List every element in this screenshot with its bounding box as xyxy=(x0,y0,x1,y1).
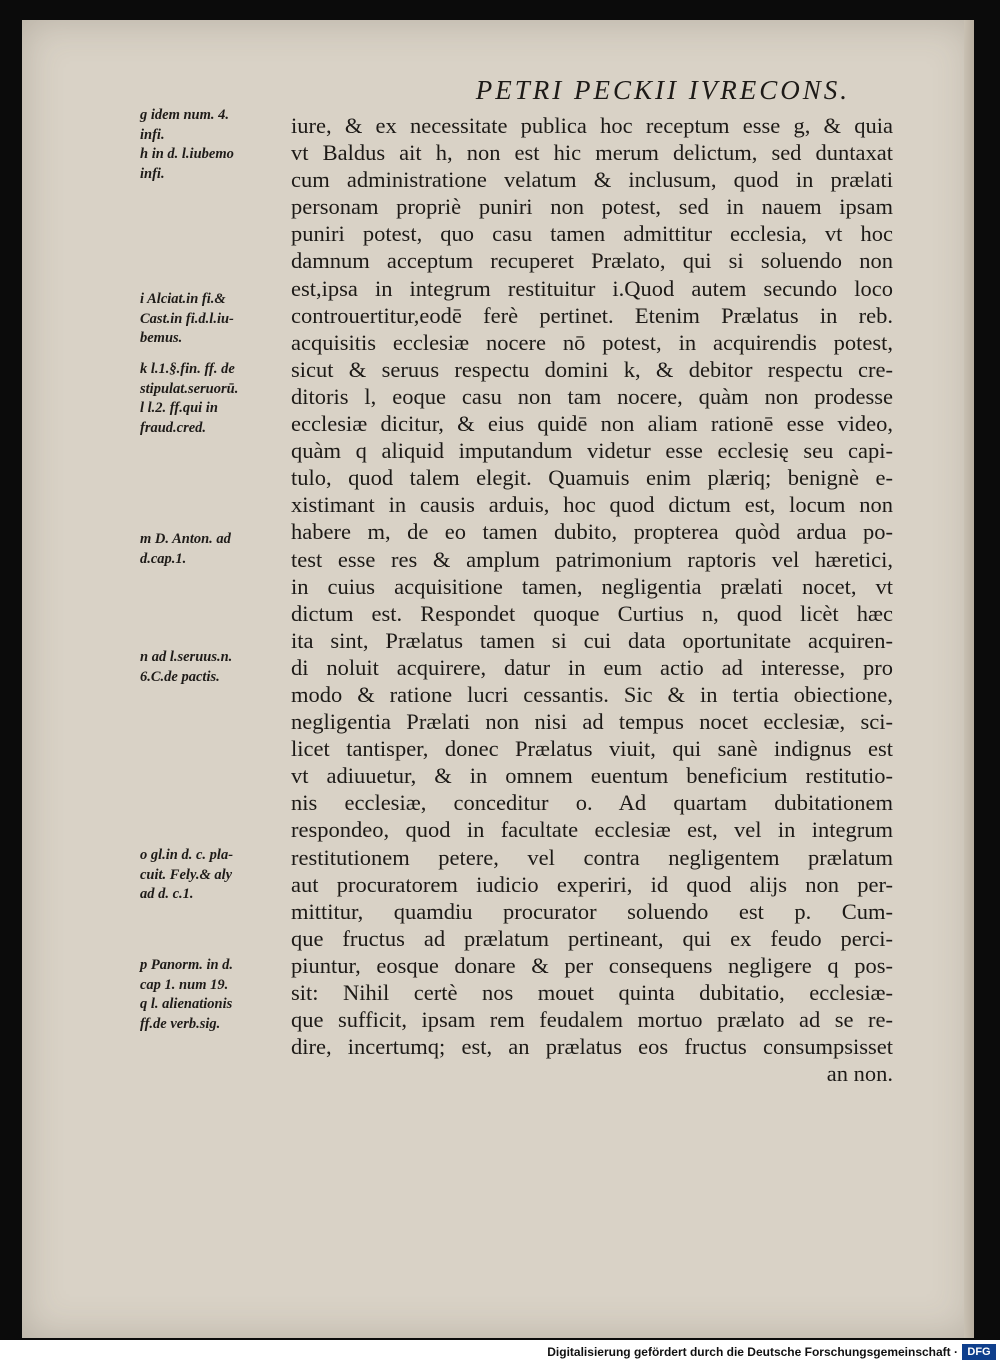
text-line: test esse res & amplum patrimonium raptoris vel hæretici, xyxy=(291,546,893,572)
text-line: respondeo, quod in facultate ecclesiæ est, vel in integrum xyxy=(291,817,893,843)
margin-note: p Panorm. in d. cap 1. num 19. q l. alienationis ff.de verb.sig. xyxy=(140,957,234,1032)
text-line: vt Baldus ait h, non est hic merum delictum, sed duntaxat xyxy=(291,140,893,166)
text-line: ita sint, Prælatus tamen si cui data oportunitate acquiren- xyxy=(291,627,893,653)
text-line: personam propriè puniri non potest, sed in nauem ipsam xyxy=(291,194,893,220)
margin-note: m D. Anton. ad d.cap.1. xyxy=(140,531,231,567)
margin-note: o gl.in d. c. pla- cuit. Fely.& aly ad d. c.1. xyxy=(140,847,234,902)
text-line: puniri potest, quo casu tamen admittitur ecclesia, vt hoc xyxy=(291,221,893,247)
margin-note: g idem num. 4. infi. h in d. l.iubemo infi. xyxy=(140,107,234,182)
page-edge xyxy=(964,20,974,1338)
text-line: piuntur, eosque donare & per consequens negligere q pos- xyxy=(291,952,893,978)
text-line-final: an non. xyxy=(826,1061,893,1087)
text-line: ditoris l, eoque casu non tam nocere, quàm non prodesse xyxy=(291,383,893,409)
text-line: modo & ratione lucri cessantis. Sic & in tertia obiectione, xyxy=(291,681,893,707)
text-line: cum administratione velatum & inclusum, quod in prælati xyxy=(291,167,893,193)
text-line: mittitur, quamdiu procurator soluendo est p. Cum- xyxy=(291,898,893,924)
text-line: restitutionem petere, vel contra negligentem prælatum xyxy=(291,844,893,870)
text-line: xistimant in causis arduis, hoc quod dictum est, locum non xyxy=(291,492,893,518)
text-line: di noluit acquirere, datur in eum actio ad interesse, pro xyxy=(291,654,893,680)
text-line: habere m, de eo tamen dubito, propterea quòd ardua po- xyxy=(291,519,893,545)
digitization-footer xyxy=(0,1340,1000,1365)
margin-note: n ad l.seruus.n. 6.C.de pactis. xyxy=(140,649,233,685)
text-line: negligentia Prælati non nisi ad tempus nocet ecclesiæ, sci- xyxy=(291,709,893,735)
text-line: iure, & ex necessitate publica hoc receptum esse g, & quia xyxy=(291,113,893,138)
text-line: tulo, quod talem elegit. Quamuis enim plæriq; benignè e- xyxy=(291,465,893,491)
running-head: PETRI PECKII IVRECONS. xyxy=(475,75,850,105)
dfg-logo: DFG xyxy=(962,1344,996,1360)
text-line: quàm q aliquid imputandum videtur esse ecclesię seu capi- xyxy=(291,438,893,464)
margin-note: i Alciat.in fi.& Cast.in fi.d.l.iu- bemus. xyxy=(140,291,234,346)
text-line: damnum acceptum recuperet Prælato, qui si soluendo non xyxy=(291,248,893,274)
margin-note: k l.1.§.fin. ff. de stipulat.seruorū. l l.2. ff.qui in fraud.cred. xyxy=(140,361,239,436)
text-line: ecclesiæ dicitur, & eius quidē non aliam rationē esse video, xyxy=(291,411,893,437)
text-line: sit: Nihil certè nos mouet quinta dubitatio, ecclesiæ- xyxy=(291,980,893,1005)
funding-notice: Digitalisierung gefördert durch die Deutsche Forschungsgemeinschaft · xyxy=(547,1345,958,1359)
text-line: dictum est. Respondet quoque Curtius n, quod licèt hæc xyxy=(291,600,893,626)
text-line: sicut & seruus respectu domini k, & debitor respectu cre- xyxy=(291,356,893,382)
text-line: acquisitis ecclesiæ nocere nō potest, in acquirendis potest, xyxy=(291,329,893,355)
text-line: licet tantisper, donec Prælatus viuit, qui sanè indignus est xyxy=(291,736,893,762)
body-text xyxy=(291,112,893,1087)
text-line: controuertitur,eodē ferè pertinet. Etenim Prælatus in reb. xyxy=(291,302,893,328)
text-line: que fructus ad prælatum pertineant, qui ex feudo perci- xyxy=(291,925,893,951)
text-line: est,ipsa in integrum restituitur i.Quod autem secundo loco xyxy=(291,275,893,301)
text-line: aut procuratorem iudicio experiri, id quod alijs non per- xyxy=(291,871,893,897)
text-line: in cuius acquisitione tamen, negligentia prælati nocet, vt xyxy=(291,573,893,599)
text-line: vt adiuuetur, & in omnem euentum beneficium restitutio- xyxy=(291,763,893,789)
text-line: nis ecclesiæ, conceditur o. Ad quartam dubitationem xyxy=(291,790,893,816)
text-line: que sufficit, ipsam rem feudalem mortuo prælato ad se re- xyxy=(291,1007,893,1033)
text-line: dire, incertumq; est, an prælatus eos fructus consumpsisset xyxy=(291,1034,893,1060)
